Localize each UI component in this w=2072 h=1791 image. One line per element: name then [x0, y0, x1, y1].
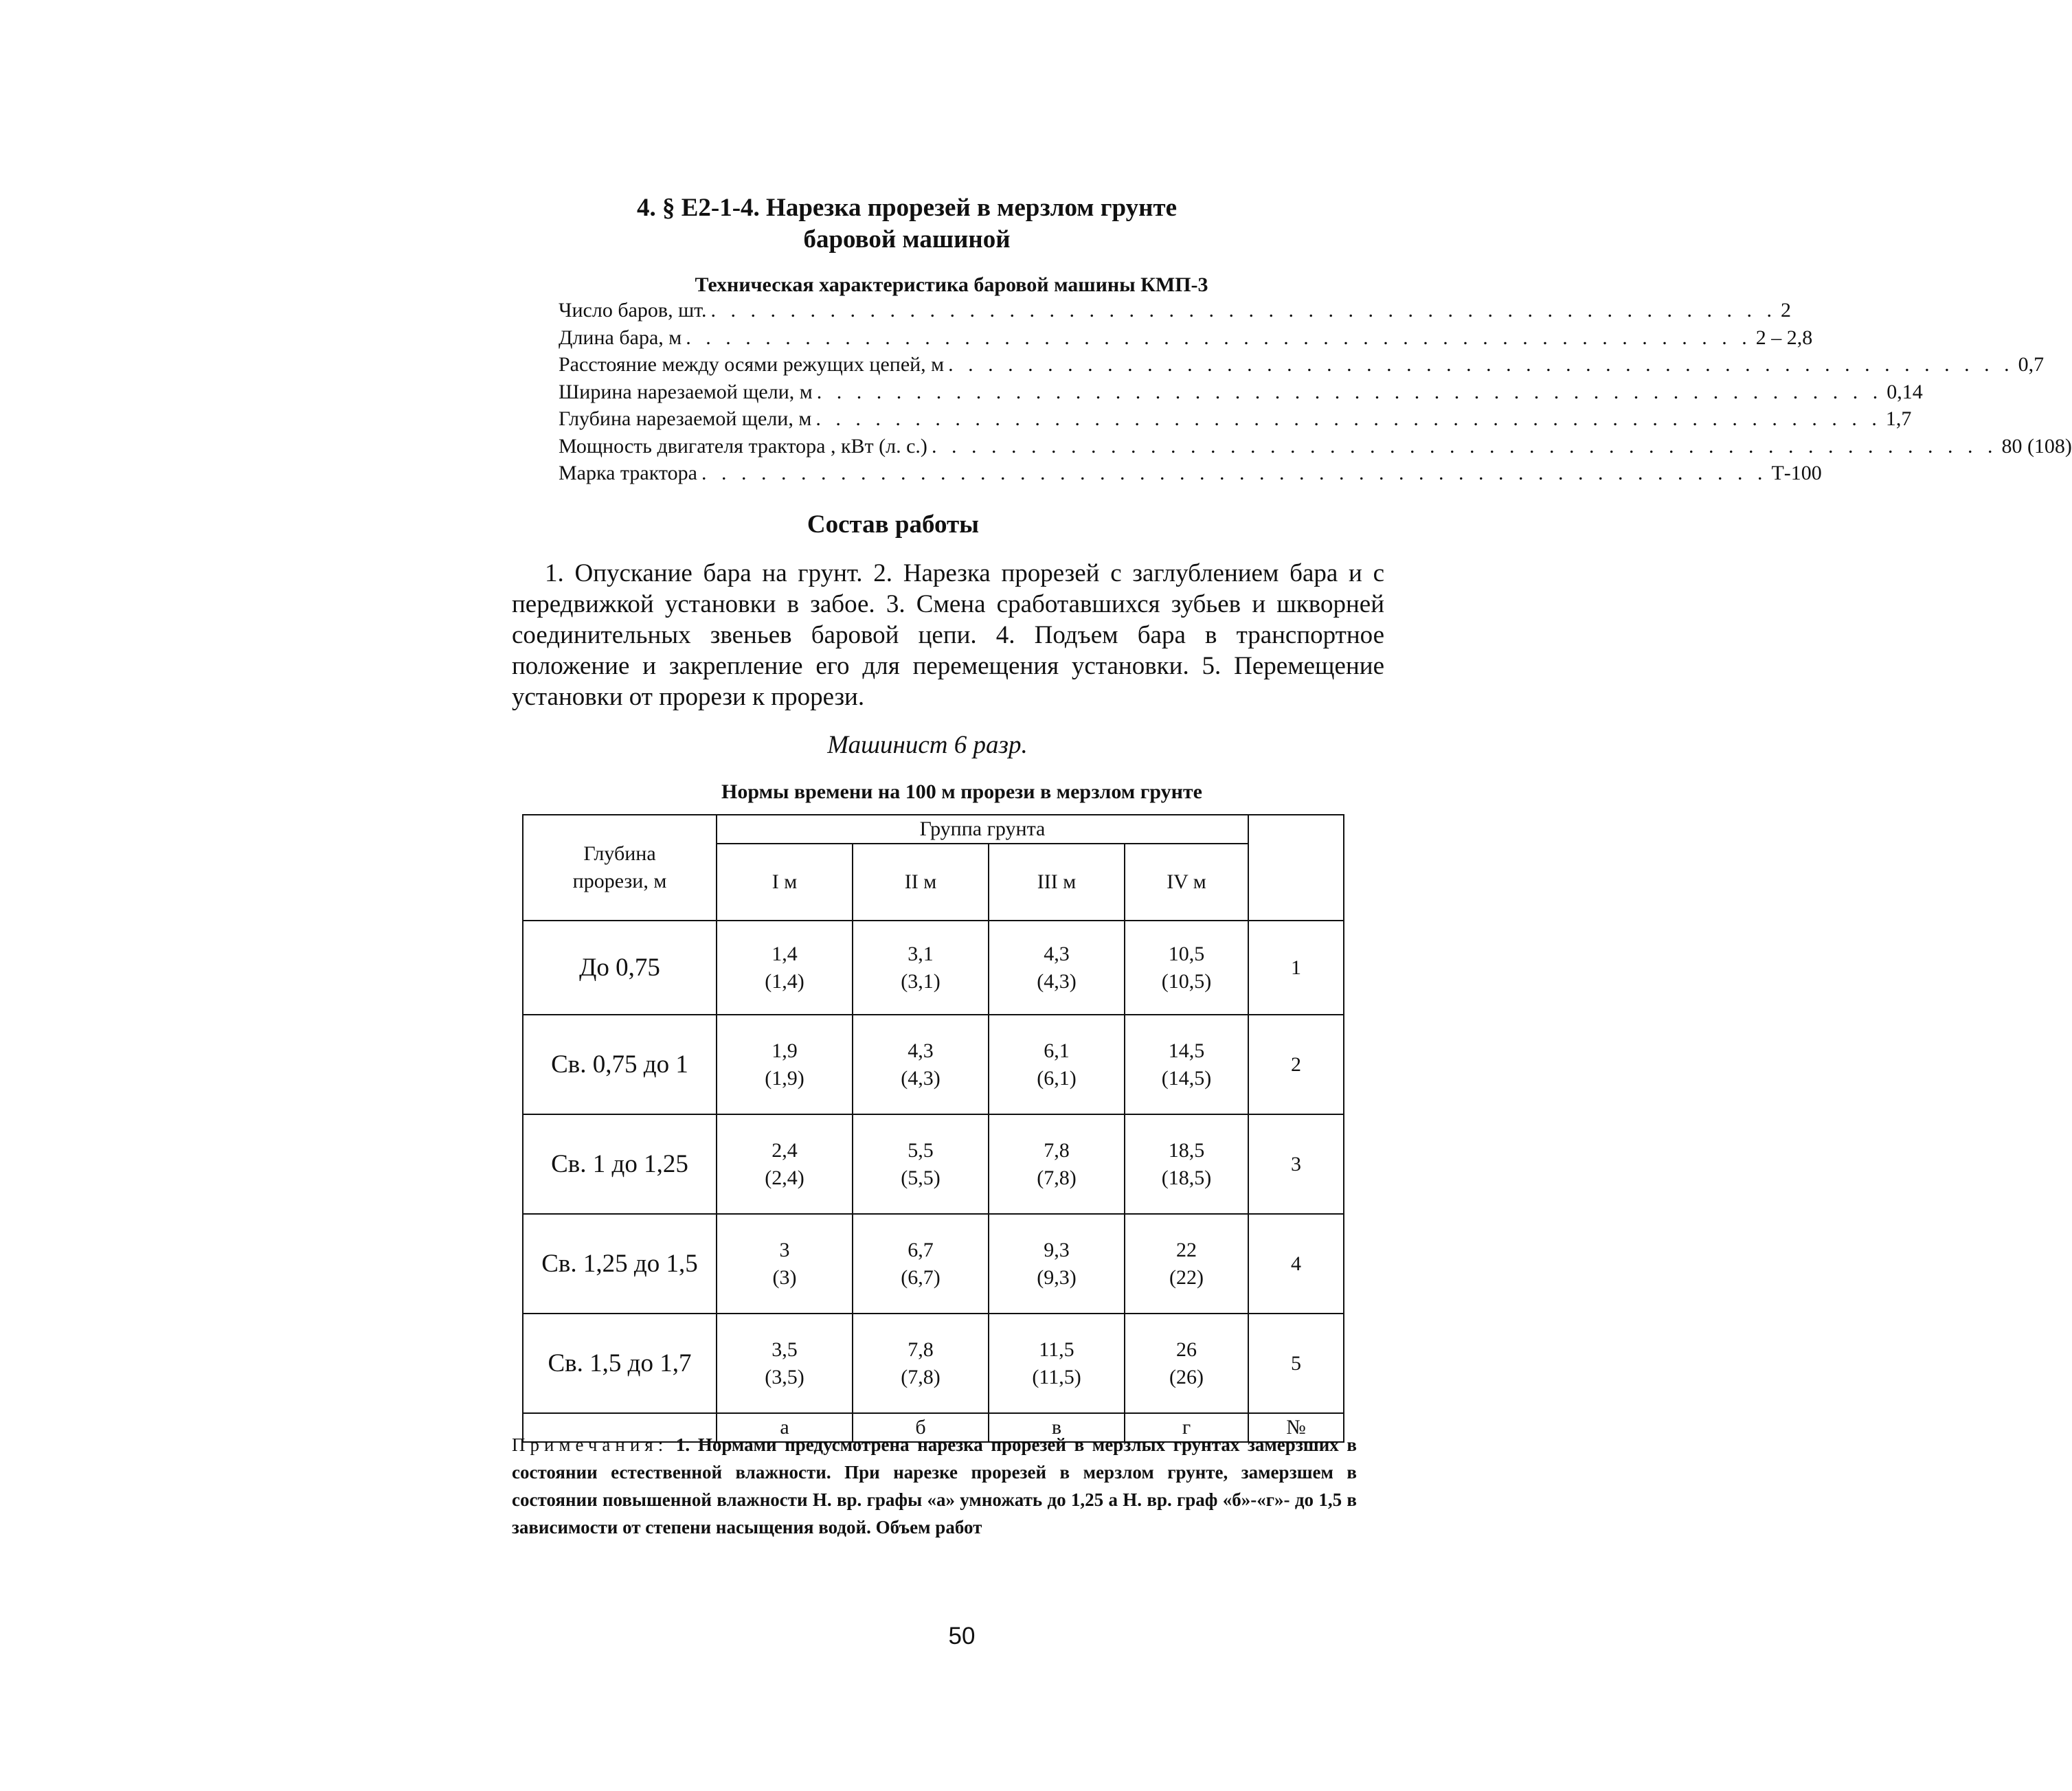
spec-row [559, 433, 2072, 460]
section-title-line2: баровой машиной [803, 225, 1011, 254]
table-row [523, 1015, 1344, 1114]
value-cell [853, 1114, 989, 1214]
value-cell [989, 1114, 1125, 1214]
value-cell [1125, 1015, 1248, 1114]
value-main: 1,9 [772, 1039, 798, 1062]
spec-row [559, 297, 1792, 324]
value-main: 3 [779, 1238, 790, 1261]
row-number-cell: 1 [1248, 921, 1344, 1015]
value-main: 14,5 [1168, 1039, 1205, 1062]
value-paren: (26) [1169, 1365, 1204, 1388]
notes-text: 1. Нормами предусмотрена нарезка прорезей в мерзлых грунтах замерзших в состоянии естественной влажности. При нарезке прорезей в мерзлом грунте, замерзшем в состоянии повышенной влажности Н. вр. графы «а» умножать до 1,25 а Н. вр. граф «б»-«г»- до 1,5 в зависимости от степени насыщения водой. Объем работ [512, 1434, 1358, 1537]
value-cell [1125, 1314, 1248, 1413]
value-main: 2,4 [772, 1138, 798, 1162]
depth-cell: Св. 1,5 до 1,7 [523, 1314, 717, 1413]
column-header: II м [853, 844, 989, 921]
value-cell [717, 1114, 853, 1214]
group-header-cell: Группа грунта [717, 815, 1248, 844]
value-cell [717, 1015, 853, 1114]
table-row [523, 921, 1344, 1015]
footer-number-cell: № [1248, 1413, 1344, 1442]
section-title [495, 192, 1319, 256]
value-paren: (7,8) [901, 1365, 941, 1388]
value-main: 7,8 [908, 1338, 934, 1361]
notes-lead: Примечания: [512, 1434, 668, 1455]
value-main: 6,1 [1044, 1039, 1070, 1062]
value-main: 7,8 [1044, 1138, 1070, 1162]
norms-table [522, 814, 1344, 1443]
value-main: 6,7 [908, 1238, 934, 1261]
page-number: 50 [948, 1623, 976, 1649]
spec-label: Число баров, шт. [559, 299, 707, 322]
spec-value: 0,14 [1887, 380, 1923, 403]
value-paren: (18,5) [1161, 1166, 1212, 1189]
worker-grade: Машинист 6 разр. [827, 731, 1028, 759]
value-cell [1125, 1114, 1248, 1214]
value-cell [717, 1214, 853, 1314]
value-main: 3,1 [908, 942, 934, 965]
table-row [523, 1314, 1344, 1413]
dot-leader: . . . . . . . . . . . . . . . . . . . . . . . . . . . . . . . . . . . . . . . . . . . . . . . . . . . . . . [701, 462, 1768, 484]
value-main: 1,4 [772, 942, 798, 965]
value-main: 4,3 [1044, 942, 1070, 965]
value-paren: (9,3) [1037, 1265, 1077, 1289]
spec-label: Расстояние между осями режущих цепей, м [559, 353, 945, 376]
dot-leader: . . . . . . . . . . . . . . . . . . . . . . . . . . . . . . . . . . . . . . . . . . . . . . . . . . . . . . [815, 407, 1882, 430]
row-number-cell: 2 [1248, 1015, 1344, 1114]
column-header: III м [989, 844, 1125, 921]
table-row [523, 1114, 1344, 1214]
value-paren: (6,1) [1037, 1066, 1077, 1090]
composition-text: 1. Опускание бара на грунт. 2. Нарезка прорезей с заглублением бара и с передвижкой установки в забое. 3. Смена сработавшихся зубьев и шкворней соединительных звеньев баровой цепи. 4. Подъем бара в транспортное положение и закрепление его для перемещения установки. 5. Перемещение установки от прорези к прорези. [512, 559, 1384, 711]
value-paren: (1,9) [765, 1066, 804, 1090]
value-cell [989, 921, 1125, 1015]
value-main: 22 [1176, 1238, 1197, 1261]
spec-label: Длина бара, м [559, 326, 682, 349]
value-cell [717, 1314, 853, 1413]
value-cell [989, 1015, 1125, 1114]
value-main: 11,5 [1039, 1338, 1074, 1361]
spec-row [559, 460, 1822, 487]
depth-cell: До 0,75 [523, 921, 717, 1015]
row-number-cell: 5 [1248, 1314, 1344, 1413]
spec-value: 0,7 [2018, 353, 2045, 376]
value-paren: (1,4) [765, 969, 804, 993]
value-paren: (7,8) [1037, 1166, 1077, 1189]
spec-value: 1,7 [1885, 407, 1912, 430]
value-main: 3,5 [772, 1338, 798, 1361]
footer-cell: б [853, 1413, 989, 1442]
value-cell [853, 1314, 989, 1413]
spec-row [559, 324, 1813, 352]
section-title-line1: 4. § Е2-1-4. Нарезка прорезей в мерзлом грунте [636, 194, 1178, 222]
value-main: 4,3 [908, 1039, 934, 1062]
spec-label: Марка трактора [559, 462, 697, 484]
footer-cell: а [717, 1413, 853, 1442]
spec-value: 80 (108) [2001, 434, 2072, 458]
dot-leader: . . . . . . . . . . . . . . . . . . . . . . . . . . . . . . . . . . . . . . . . . . . . . . . . . . . . . . [710, 299, 1777, 322]
value-paren: (4,3) [901, 1066, 941, 1090]
row-number-cell: 4 [1248, 1214, 1344, 1314]
value-paren: (3) [772, 1265, 797, 1289]
spec-label: Ширина нарезаемой щели, м [559, 380, 813, 403]
value-cell [1125, 1214, 1248, 1314]
spec-title: Техническая характеристика баровой машины КМП-3 [695, 273, 1208, 296]
depth-cell: Св. 1,25 до 1,5 [523, 1214, 717, 1314]
value-paren: (11,5) [1032, 1365, 1081, 1388]
value-paren: (6,7) [901, 1265, 941, 1289]
value-paren: (3,1) [901, 969, 941, 993]
value-paren: (22) [1169, 1265, 1204, 1289]
value-cell [1125, 921, 1248, 1015]
value-cell [853, 921, 989, 1015]
footer-cell: г [1125, 1413, 1248, 1442]
depth-header-line1: Глубина [583, 842, 656, 865]
value-paren: (14,5) [1161, 1066, 1212, 1090]
value-paren: (2,4) [765, 1166, 804, 1189]
number-header-cell [1248, 815, 1344, 921]
depth-header-cell [523, 815, 717, 921]
value-main: 18,5 [1168, 1138, 1205, 1162]
value-main: 9,3 [1044, 1238, 1070, 1261]
notes [512, 1431, 1357, 1541]
table-header-row [523, 815, 1344, 844]
table-row [523, 1214, 1344, 1314]
spec-list [559, 297, 2072, 487]
spec-value: Т-100 [1771, 462, 1822, 484]
value-cell [853, 1214, 989, 1314]
value-cell [989, 1314, 1125, 1413]
value-paren: (3,5) [765, 1365, 804, 1388]
spec-row [559, 379, 1923, 406]
row-number-cell: 3 [1248, 1114, 1344, 1214]
spec-value: 2 [1781, 299, 1792, 322]
spec-row [559, 351, 2045, 379]
dot-leader: . . . . . . . . . . . . . . . . . . . . . . . . . . . . . . . . . . . . . . . . . . . . . . . . . . . . . . [931, 434, 1998, 458]
spec-row [559, 405, 1912, 433]
value-main: 26 [1176, 1338, 1197, 1361]
spec-value: 2 – 2,8 [1755, 326, 1813, 349]
value-main: 5,5 [908, 1138, 934, 1162]
column-header: I м [717, 844, 853, 921]
depth-cell: Св. 1 до 1,25 [523, 1114, 717, 1214]
spec-label: Глубина нарезаемой щели, м [559, 407, 812, 430]
composition-heading: Состав работы [807, 510, 980, 539]
value-cell [989, 1214, 1125, 1314]
depth-cell: Св. 0,75 до 1 [523, 1015, 717, 1114]
table-title: Нормы времени на 100 м прорези в мерзлом грунте [721, 780, 1202, 803]
value-paren: (10,5) [1161, 969, 1212, 993]
column-header: IV м [1125, 844, 1248, 921]
spec-label: Мощность двигателя трактора , кВт (л. с.) [559, 434, 927, 458]
value-paren: (4,3) [1037, 969, 1077, 993]
dot-leader: . . . . . . . . . . . . . . . . . . . . . . . . . . . . . . . . . . . . . . . . . . . . . . . . . . . . . . [686, 326, 1752, 349]
value-cell [717, 921, 853, 1015]
value-paren: (5,5) [901, 1166, 941, 1189]
footer-cell: в [989, 1413, 1125, 1442]
value-main: 10,5 [1168, 942, 1205, 965]
dot-leader: . . . . . . . . . . . . . . . . . . . . . . . . . . . . . . . . . . . . . . . . . . . . . . . . . . . . . . [816, 380, 1883, 403]
depth-header-line2: прорези, м [572, 870, 667, 892]
dot-leader: . . . . . . . . . . . . . . . . . . . . . . . . . . . . . . . . . . . . . . . . . . . . . . . . . . . . . . [948, 353, 2014, 376]
value-cell [853, 1015, 989, 1114]
